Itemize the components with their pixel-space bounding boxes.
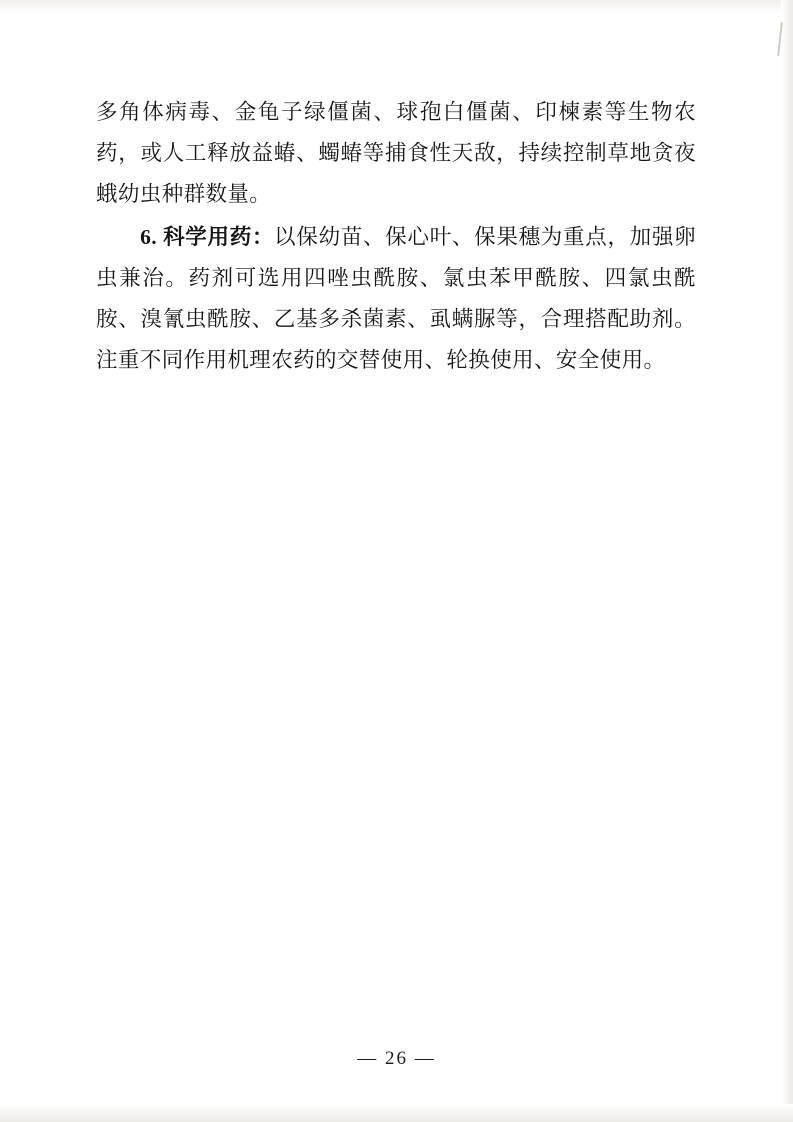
scan-edge-right bbox=[781, 0, 793, 1122]
page-number: — 26 — bbox=[357, 1048, 436, 1069]
paragraph-text: 以保幼苗、保心叶、保果穗为重点，加强卵虫兼治。药剂可选用四唑虫酰胺、氯虫苯甲酰胺、四氯虫酰胺、溴氰虫酰胺、乙基多杀菌素、虱螨脲等，合理搭配助剂。注重不同作用机理农药的交替使用、轮换使用、安全使用。 bbox=[96, 225, 696, 372]
paragraph-scientific-pesticide bbox=[96, 217, 696, 381]
paragraph-text: 多角体病毒、金龟子绿僵菌、球孢白僵菌、印楝素等生物农药，或人工释放益蝽、蠋蝽等捕食性天敌，持续控制草地贪夜蛾幼虫种群数量。 bbox=[96, 100, 696, 206]
scan-edge-top bbox=[0, 0, 793, 14]
scan-edge-bottom bbox=[0, 1104, 793, 1122]
paragraph-biological-control bbox=[96, 92, 696, 215]
page-footer bbox=[0, 1048, 793, 1070]
scan-corner-mark-icon bbox=[777, 22, 783, 56]
paragraph-lead-label: 6. 科学用药： bbox=[140, 225, 275, 249]
document-body bbox=[96, 92, 696, 381]
